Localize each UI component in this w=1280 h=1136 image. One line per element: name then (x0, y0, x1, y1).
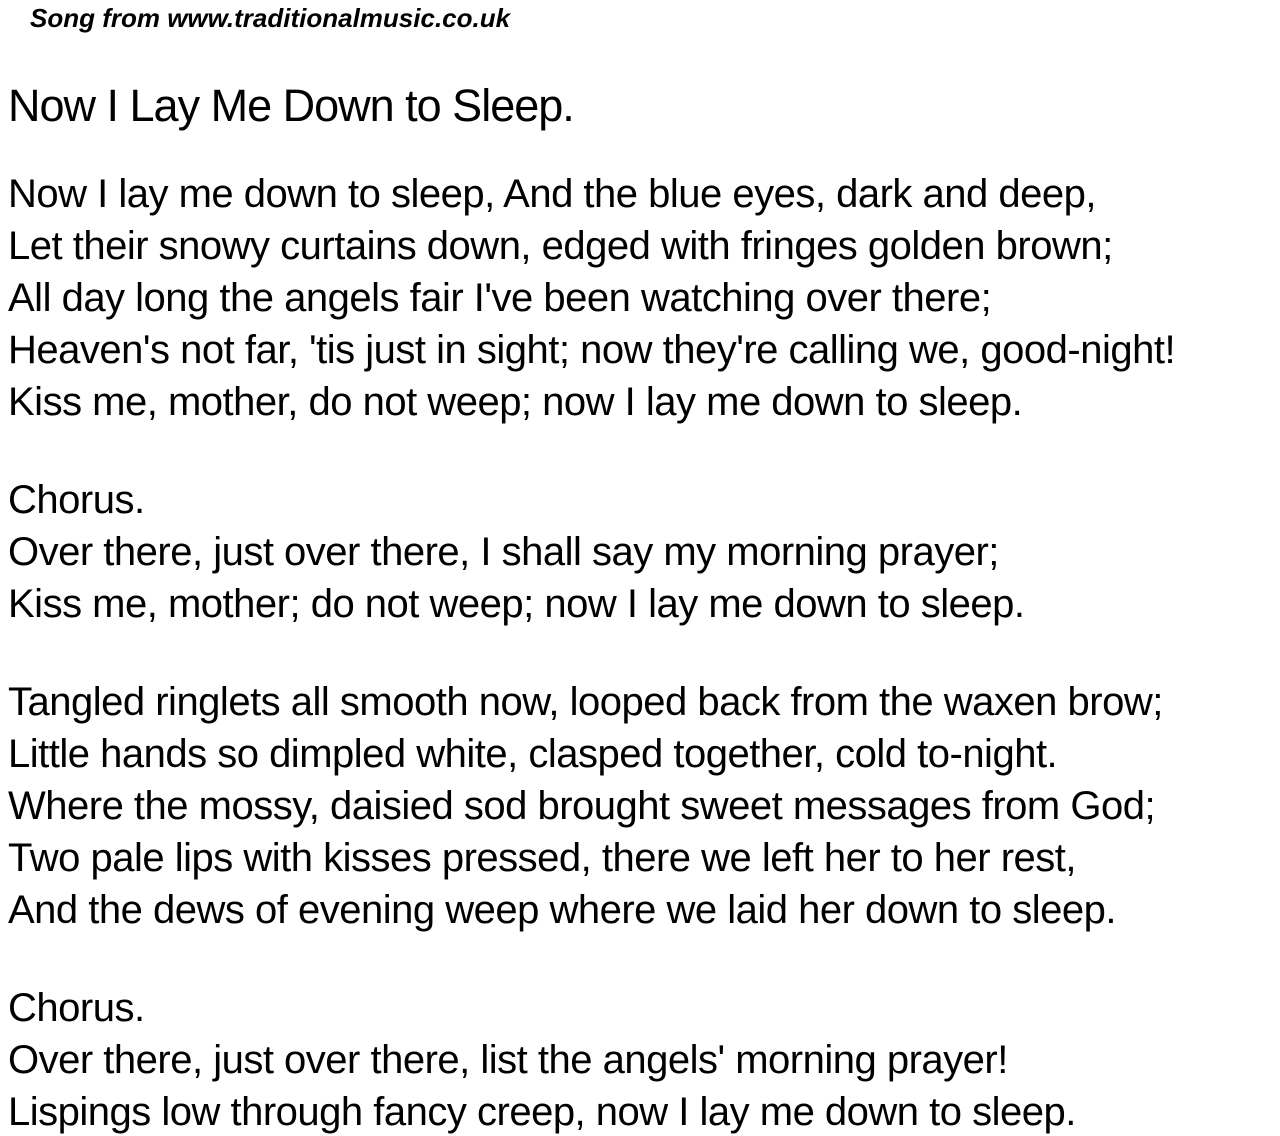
lyric-line: All day long the angels fair I've been watching over there; (8, 276, 992, 320)
lyric-line: Tangled ringlets all smooth now, looped back from the waxen brow; (8, 680, 1163, 724)
chorus-1 (8, 474, 1280, 630)
lyric-line: Little hands so dimpled white, clasped together, cold to-night. (8, 732, 1058, 776)
lyric-line: Let their snowy curtains down, edged with fringes golden brown; (8, 224, 1113, 268)
source-credit: Song from www.traditionalmusic.co.uk (30, 3, 511, 33)
chorus-label: Chorus. (8, 986, 145, 1030)
lyric-line: Heaven's not far, 'tis just in sight; now they're calling we, good-night! (8, 328, 1176, 372)
song-title: Now I Lay Me Down to Sleep. (8, 80, 574, 131)
lyric-line: Two pale lips with kisses pressed, there we left her to her rest, (8, 836, 1076, 880)
lyric-line: Now I lay me down to sleep, And the blue eyes, dark and deep, (8, 172, 1096, 216)
lyric-line: Over there, just over there, I shall say my morning prayer; (8, 530, 999, 574)
lyric-line: Kiss me, mother, do not weep; now I lay me down to sleep. (8, 380, 1023, 424)
lyric-line: Lispings low through fancy creep, now I lay me down to sleep. (8, 1090, 1076, 1134)
chorus-label: Chorus. (8, 478, 145, 522)
lyric-line: Kiss me, mother; do not weep; now I lay me down to sleep. (8, 582, 1025, 626)
lyric-line: Where the mossy, daisied sod brought sweet messages from God; (8, 784, 1156, 828)
lyric-line: And the dews of evening weep where we laid her down to sleep. (8, 888, 1116, 932)
verse-2 (8, 676, 1280, 936)
chorus-2 (8, 982, 1280, 1136)
verse-1 (8, 168, 1280, 428)
lyric-line: Over there, just over there, list the angels' morning prayer! (8, 1038, 1008, 1082)
